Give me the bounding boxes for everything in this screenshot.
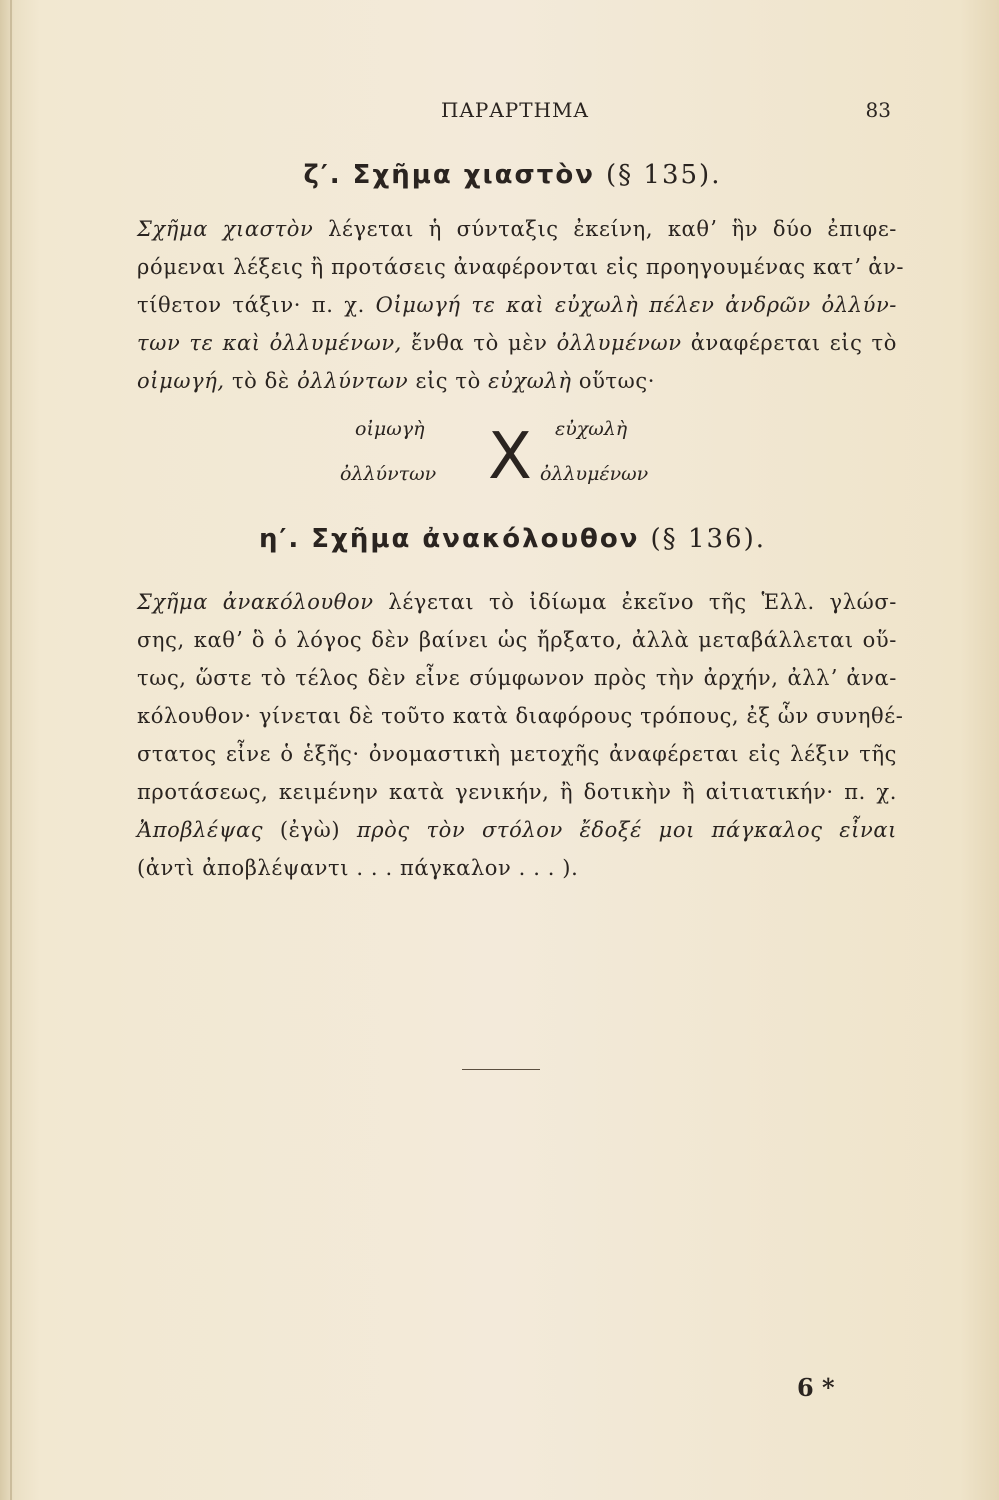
text-run: κόλουθον· γίνεται δὲ τοῦτο κατὰ διαφόρους τρόπους, ἐξ ὧν συνηθέ- bbox=[137, 704, 904, 728]
text-run: ἀναφέρεται εἰς τὸ bbox=[681, 331, 897, 355]
chiasm-bottom-left: ὀλλύντων bbox=[340, 463, 437, 485]
text-run: οὕτως· bbox=[571, 369, 656, 393]
paragraph-chiasm bbox=[137, 210, 905, 400]
section-heading-chiasm bbox=[0, 160, 999, 190]
text-line bbox=[137, 362, 897, 400]
text-run: στατος εἶνε ὁ ἑξῆς· ὀνομαστικὴ μετοχῆς ἀναφέρεται εἰς λέξιν τῆς bbox=[137, 742, 897, 766]
running-title: ΠΑΡΑΡΤΗΜΑ bbox=[441, 98, 589, 122]
text-line bbox=[137, 659, 897, 697]
section-heading-ref: (§ 135). bbox=[606, 160, 722, 190]
text-run: τὸ δὲ bbox=[224, 369, 298, 393]
text-line bbox=[137, 210, 897, 248]
text-run: ρόμεναι λέξεις ἢ προτάσεις ἀναφέρονται εἰς προηγουμένας κατʼ ἀν- bbox=[137, 255, 905, 279]
text-line bbox=[137, 286, 897, 324]
italic-text: οἰμωγή, bbox=[137, 369, 225, 393]
page-number: 83 bbox=[865, 98, 891, 122]
paragraph-anacoluthon bbox=[137, 583, 904, 887]
text-line bbox=[137, 773, 897, 811]
italic-text: των τε καὶ ὀλλυμένων, bbox=[137, 331, 402, 355]
chiasm-diagram bbox=[330, 418, 710, 500]
text-run: ἔνθα τὸ μὲν bbox=[401, 331, 557, 355]
text-run: λέγεται τὸ ἰδίωμα ἐκεῖνο τῆς Ἑλλ. γλώσ- bbox=[373, 590, 897, 614]
section-heading-label: η′. Σχῆμα ἀνακόλουθον bbox=[259, 524, 640, 554]
text-line bbox=[137, 849, 897, 887]
text-run: (ἀντὶ ἀποβλέψαντι . . . πάγκαλον . . . ). bbox=[137, 856, 579, 880]
section-heading-ref: (§ 136). bbox=[650, 524, 766, 554]
italic-text: εὐχωλὴ bbox=[488, 369, 572, 393]
italic-text: Σχῆμα χιαστὸν bbox=[137, 217, 314, 241]
italic-text: Οἰμωγή τε καὶ εὐχωλὴ πέλεν ἀνδρῶν ὀλλύν- bbox=[375, 293, 898, 317]
text-line bbox=[137, 324, 897, 362]
italic-text: Σχῆμα ἀνακόλουθον bbox=[137, 590, 374, 614]
chiasm-top-right: εὐχωλὴ bbox=[555, 418, 628, 440]
text-run: εἰς τὸ bbox=[408, 369, 489, 393]
text-line bbox=[137, 621, 897, 659]
text-run: τίθετον τάξιν· π. χ. bbox=[137, 293, 376, 317]
italic-text: πρὸς τὸν στόλον ἔδοξέ μοι πάγκαλος εἶναι bbox=[356, 818, 897, 842]
section-divider bbox=[462, 1069, 540, 1070]
text-line bbox=[137, 811, 897, 849]
chiasm-top-left: οἰμωγὴ bbox=[355, 418, 425, 440]
chiasm-bottom-right: ὀλλυμένων bbox=[540, 463, 649, 485]
italic-text: ὀλλύντων bbox=[297, 369, 409, 393]
text-line bbox=[137, 583, 897, 621]
signature-mark: 6 * bbox=[797, 1373, 835, 1402]
binding-edge bbox=[10, 0, 12, 1500]
text-line bbox=[137, 735, 897, 773]
italic-text: Ἀποβλέψας bbox=[137, 818, 264, 842]
text-run: (ἐγὼ) bbox=[263, 818, 357, 842]
italic-text: ὀλλυμένων bbox=[556, 331, 682, 355]
text-run: λέγεται ἡ σύνταξις ἐκείνη, καθʼ ἣν δύο ἐπιφε- bbox=[313, 217, 897, 241]
running-head bbox=[0, 98, 999, 128]
text-run: τως, ὥστε τὸ τέλος δὲν εἶνε σύμφωνον πρὸς τὴν ἀρχήν, ἀλλʼ ἀνα- bbox=[137, 666, 897, 690]
text-run: σης, καθʼ ὃ ὁ λόγος δὲν βαίνει ὡς ἤρξατο, ἀλλὰ μεταβάλλεται οὕ- bbox=[137, 628, 897, 652]
text-line bbox=[137, 248, 905, 286]
section-heading-label: ζ′. Σχῆμα χιαστὸν bbox=[303, 160, 595, 190]
text-line bbox=[137, 697, 904, 735]
chiasm-cross-symbol: X bbox=[488, 420, 532, 494]
text-run: προτάσεως, κειμένην κατὰ γενικήν, ἢ δοτικὴν ἢ αἰτιατικήν· π. χ. bbox=[137, 780, 897, 804]
section-heading-anacoluthon bbox=[0, 524, 999, 554]
